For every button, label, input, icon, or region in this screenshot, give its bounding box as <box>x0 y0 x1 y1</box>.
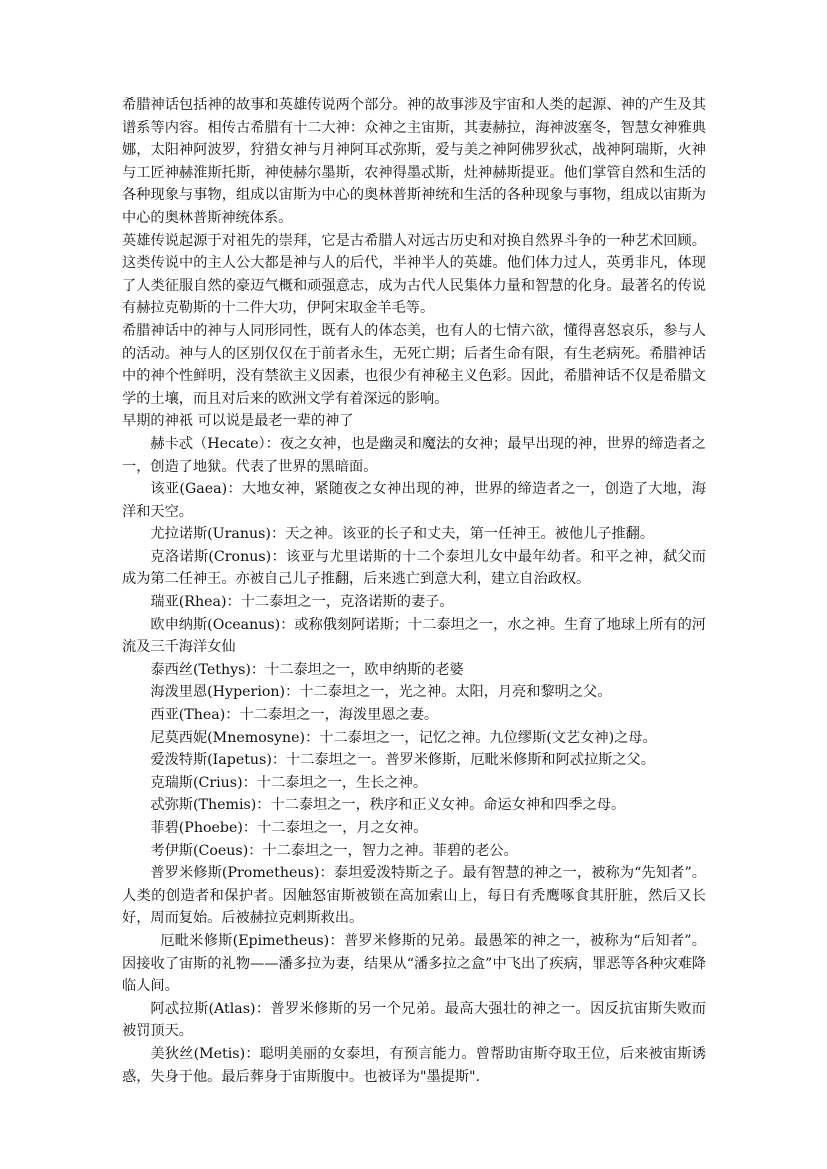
entry-iapetus: 爱泼特斯(Iapetus)：十二泰坦之一。普罗米修斯，厄毗米修斯和阿忒拉斯之父。 <box>150 752 655 769</box>
entry-thea: 西亚(Thea)：十二泰坦之一，海泼里恩之妻。 <box>150 707 439 724</box>
entry-atlas: 阿忒拉斯(Atlas)：普罗米修斯的另一个兄弟。最高大强壮的神之一。因反抗宙斯失败而被罚顶天。 <box>122 1000 706 1040</box>
entry-prometheus: 普罗米修斯(Prometheus)：泰坦爱泼特斯之子。最有智慧的神之一，被称为“先知者”。人类的创造者和保护者。因触怒宙斯被锁在高加索山上，每日有秃鹰啄食其肝脏，然后又长好，周而复始。后被赫拉克剌斯救出。 <box>122 865 706 927</box>
document-body <box>122 94 706 1088</box>
paragraph-hero-legends: 英雄传说起源于对祖先的崇拜，它是古希腊人对远古历史和对换自然界斗争的一种艺术回顾。这类传说中的主人公大都是神与人的后代，半神半人的英雄。他们体力过人，英勇非凡，体现了人类征服自然的豪迈气概和顽强意志，成为古代人民集体力量和智慧的化身。最著名的传说有赫拉克勒斯的十二件大功，伊阿宋取金羊毛等。 <box>122 232 706 317</box>
entry-tethys: 泰西丝(Tethys)：十二泰坦之一，欧申纳斯的老婆 <box>150 661 464 678</box>
entry-coeus: 考伊斯(Coeus)：十二泰坦之一，智力之神。菲碧的老公。 <box>150 842 518 859</box>
paragraph-gods-nature: 希腊神话中的神与人同形同性，既有人的体态美，也有人的七情六欲，懂得喜怒哀乐，参与人的活动。神与人的区别仅仅在于前者永生，无死亡期；后者生命有限，有生老病死。希腊神话中的神个性鲜明，没有禁欲主义因素，也很少有神秘主义色彩。因此，希腊神话不仅是希腊文学的土壤，而且对后来的欧洲文学有着深远的影响。 <box>122 322 706 407</box>
entry-metis: 美狄丝(Metis)：聪明美丽的女泰坦，有预言能力。曾帮助宙斯夺取王位，后来被宙斯诱惑，失身于他。最后葬身于宙斯腹中。也被译为"墨提斯". <box>122 1045 706 1085</box>
paragraph-intro: 希腊神话包括神的故事和英雄传说两个部分。神的故事涉及宇宙和人类的起源、神的产生及其谱系等内容。相传古希腊有十二大神：众神之主宙斯，其妻赫拉，海神波塞冬，智慧女神雅典娜，太阳神阿波罗，狩猎女神与月神阿耳忒弥斯，爱与美之神阿佛罗狄忒，战神阿瑞斯，火神与工匠神赫淮斯托斯，神使赫尔墨斯，农神得墨忒斯，灶神赫斯提亚。他们掌管自然和生活的各种现象与事物，组成以宙斯为中心的奥林普斯神统和生活的各种现象与事物，组成以宙斯为中心的奥林普斯神统体系。 <box>122 97 706 226</box>
entry-uranus: 尤拉诺斯(Uranus)：天之神。该亚的长子和丈夫，第一任神王。被他儿子推翻。 <box>150 526 655 543</box>
entry-hyperion: 海泼里恩(Hyperion)：十二泰坦之一，光之神。太阳，月亮和黎明之父。 <box>150 684 612 701</box>
entry-epimetheus: 厄毗米修斯(Epimetheus)：普罗米修斯的兄弟。最愚笨的神之一，被称为“后知者”。因接收了宙斯的礼物——潘多拉为妻，结果从“潘多拉之盒”中飞出了疾病，罪恶等各种灾难降临人间。 <box>122 932 706 995</box>
entry-phoebe: 菲碧(Phoebe)：十二泰坦之一，月之女神。 <box>150 820 428 836</box>
entry-hecate: 赫卡忒（Hecate）：夜之女神，也是幽灵和魔法的女神；最早出现的神，世界的缔造者之一，创造了地狱。代表了世界的黑暗面。 <box>122 435 706 475</box>
entry-gaea: 该亚(Gaea)：大地女神，紧随夜之女神出现的神，世界的缔造者之一，创造了大地，海洋和天空。 <box>122 481 706 520</box>
entry-themis: 忒弥斯(Themis)：十二泰坦之一，秩序和正义女神。命运女神和四季之母。 <box>150 797 626 814</box>
section-heading-early-gods: 早期的神祇 可以说是最老一辈的神了 <box>122 413 354 430</box>
entry-rhea: 瑞亚(Rhea)：十二泰坦之一，克洛诺斯的妻子。 <box>150 594 454 611</box>
entry-oceanus: 欧申纳斯(Oceanus)：或称俄刻阿诺斯；十二泰坦之一，水之神。生育了地球上所有的河流及三千海洋女仙 <box>122 616 706 656</box>
entry-crius: 克瑞斯(Crius)：十二泰坦之一，生长之神。 <box>150 774 428 791</box>
entry-mnemosyne: 尼莫西妮(Mnemosyne)：十二泰坦之一，记忆之神。九位缪斯(文艺女神)之母。 <box>150 729 657 746</box>
entry-cronus: 克洛诺斯(Cronus)：该亚与尤里诺斯的十二个泰坦儿女中最年幼者。和平之神，弑父而成为第二任神王。亦被自己儿子推翻，后来逃亡到意大利，建立自治政权。 <box>122 548 706 588</box>
